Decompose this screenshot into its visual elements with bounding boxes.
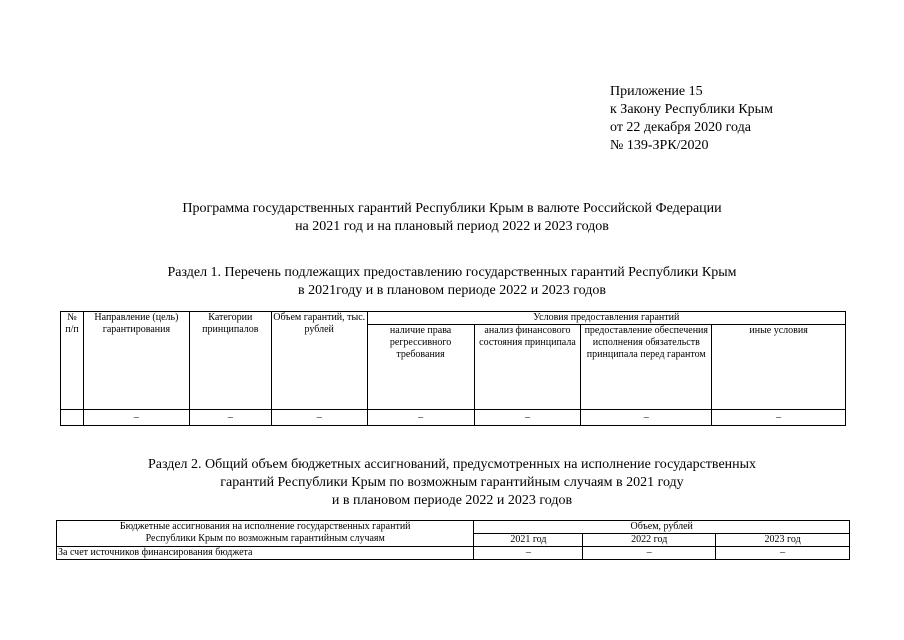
appendix-reference	[610, 83, 773, 155]
table-cell	[61, 410, 84, 426]
program-title-line-2: на 2021 год и на плановый период 2022 и 2023 годов	[295, 219, 609, 234]
row-label-budget-sources: За счет источников финансирования бюджета	[57, 547, 474, 560]
table-row	[61, 410, 846, 426]
table-cell: –	[581, 410, 712, 426]
col-header-year-2023: 2023 год	[716, 534, 850, 547]
table-header-row	[57, 521, 850, 534]
col-header-number: № п/п	[61, 312, 84, 410]
table-cell: –	[474, 547, 583, 560]
table-row	[57, 547, 850, 560]
table-cell: –	[83, 410, 189, 426]
program-title-line-1: Программа государственных гарантий Республики Крым в валюте Российской Федерации	[182, 201, 722, 216]
subcol-header-regress: наличие права регрессивного требования	[367, 325, 474, 410]
appendix-line-4: № 139-ЗРК/2020	[610, 138, 709, 153]
section2-title-line-3: и в плановом периоде 2022 и 2023 годов	[331, 493, 573, 508]
col-header-categories: Категории принципалов	[189, 312, 271, 410]
col-header-conditions: Условия предоставления гарантий	[367, 312, 845, 325]
appendix-line-1: Приложение 15	[610, 84, 703, 99]
col-header-allocations-line-1: Бюджетные ассигнования на исполнение государственных гарантий	[119, 521, 411, 532]
table-header-row	[61, 312, 846, 325]
program-title	[0, 200, 904, 236]
subcol-header-other: иные условия	[712, 325, 846, 410]
col-header-allocations	[57, 521, 474, 547]
col-header-year-2021: 2021 год	[474, 534, 583, 547]
subcol-header-analysis: анализ финансового состояния принципала	[474, 325, 581, 410]
table-cell: –	[367, 410, 474, 426]
col-header-volume: Объем гарантий, тыс. рублей	[271, 312, 367, 410]
section2-title-line-2: гарантий Республики Крым по возможным гарантийным случаям в 2021 году	[220, 475, 684, 490]
section1-title-line-1: Раздел 1. Перечень подлежащих предоставлению государственных гарантий Республики Крым	[167, 265, 737, 280]
col-header-direction: Направление (цель) гарантирования	[83, 312, 189, 410]
budget-allocations-table	[56, 520, 850, 560]
section2-title	[0, 456, 904, 510]
section1-title-line-2: в 2021году и в плановом периоде 2022 и 2023 годов	[298, 283, 606, 298]
table-cell: –	[716, 547, 850, 560]
section1-title	[0, 264, 904, 300]
section2-title-line-1: Раздел 2. Общий объем бюджетных ассигнований, предусмотренных на исполнение государственных	[147, 457, 757, 472]
col-header-year-2022: 2022 год	[583, 534, 716, 547]
subcol-header-security: предоставление обеспечения исполнения обязательств принципала перед гарантом	[581, 325, 712, 410]
table-cell: –	[271, 410, 367, 426]
col-header-allocations-line-2: Республики Крым по возможным гарантийным случаям	[145, 533, 385, 544]
appendix-line-2: к Закону Республики Крым	[610, 102, 773, 117]
table-cell: –	[189, 410, 271, 426]
table-cell: –	[583, 547, 716, 560]
table-cell: –	[474, 410, 581, 426]
col-header-volume-rub: Объем, рублей	[474, 521, 850, 534]
guarantees-list-table	[60, 311, 846, 426]
table-cell: –	[712, 410, 846, 426]
appendix-line-3: от 22 декабря 2020 года	[610, 120, 751, 135]
